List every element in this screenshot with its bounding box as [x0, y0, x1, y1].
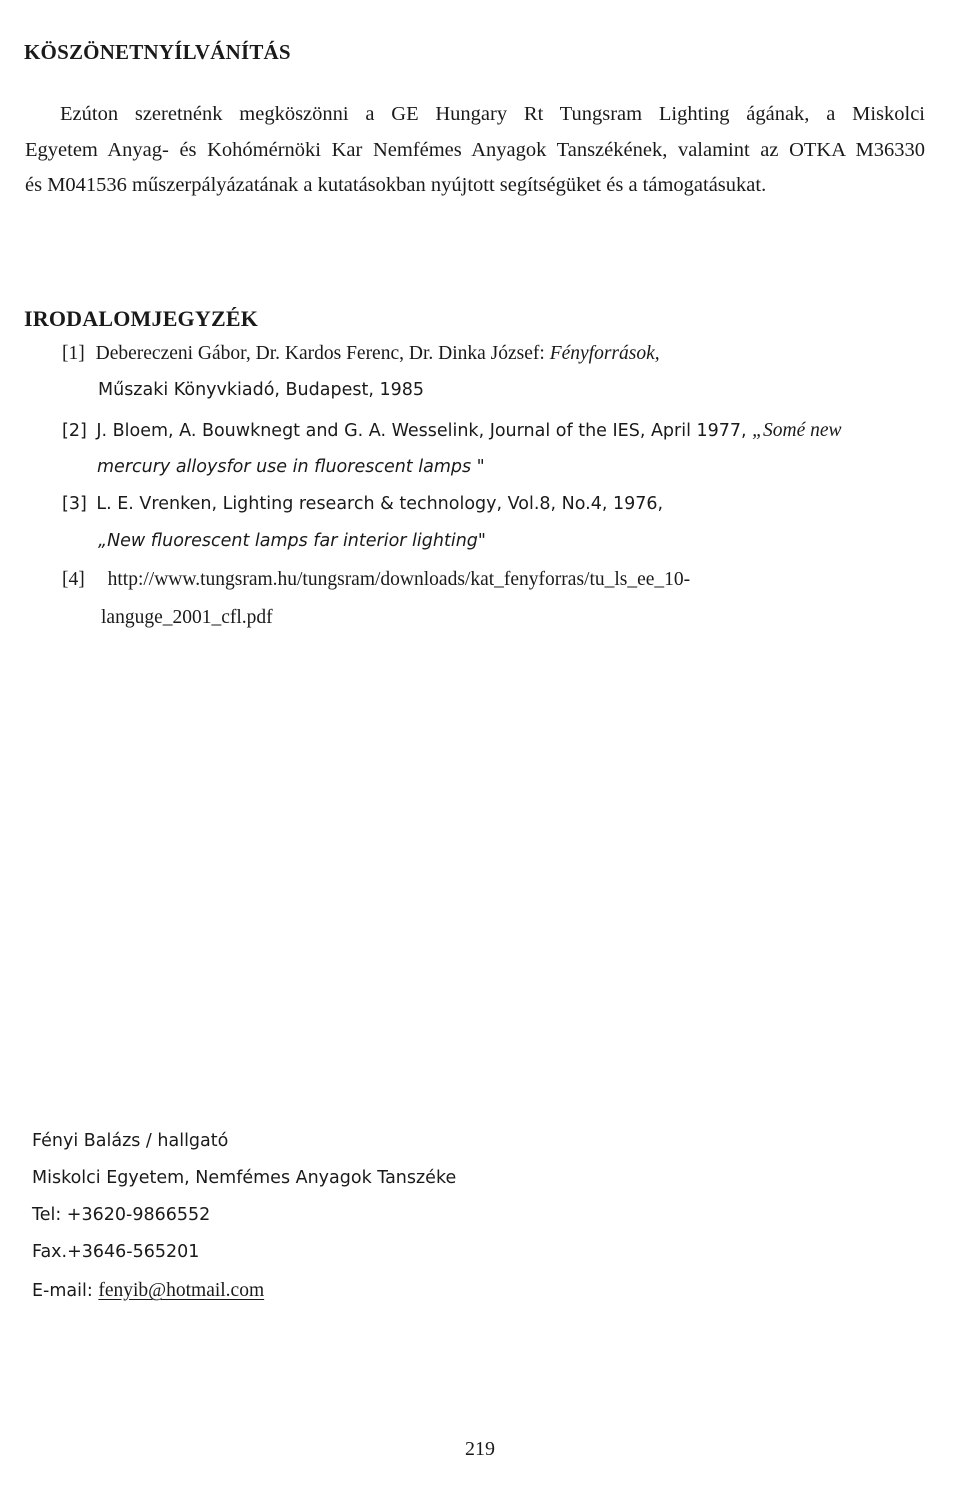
reference-3-number: [3] [62, 494, 87, 514]
acknowledgements-paragraph [25, 97, 925, 204]
references-heading: IRODALOMJEGYZÉK [24, 306, 259, 331]
reference-2-title-start: „Somé new [752, 420, 842, 441]
page-number: 219 [465, 1438, 495, 1460]
acknowledgements-heading: KÖSZÖNETNYÍLVÁNÍTÁS [24, 40, 291, 64]
author-phone: Tel: +3620-9866552 [32, 1205, 211, 1225]
reference-4-url-part-1: http://www.tungsram.hu/tungsram/downloads/kat_fenyforras/tu_ls_ee_10- [107, 569, 691, 590]
author-email-label: E-mail: [32, 1281, 99, 1301]
author-affiliation: Miskolci Egyetem, Nemfémes Anyagok Tanszéke [32, 1168, 457, 1188]
reference-3-line-2: „New fluorescent lamps far interior lighting" [98, 531, 486, 551]
reference-3-source: L. E. Vrenken, Lighting research & technology, Vol.8, No.4, 1976, [96, 494, 664, 514]
reference-1-number: [1] [62, 343, 85, 364]
author-email-line [32, 1281, 264, 1301]
reference-4-line-2: languge_2001_cfl.pdf [101, 607, 273, 628]
reference-1-line-2: Műszaki Könyvkiadó, Budapest, 1985 [98, 380, 424, 400]
author-name: Fényi Balázs / hallgató [32, 1131, 229, 1151]
reference-2-authors: J. Bloem, A. Bouwknegt and G. A. Wesselink, Journal of the IES, April 1977, [96, 421, 753, 441]
reference-1-title: Fényforrások, [549, 343, 660, 364]
reference-2-line-1 [62, 421, 842, 441]
acknowledgements-line-1: Ezúton szeretnénk megköszönni a GE Hungary Rt Tungsram Lighting ágának, a Miskolci [60, 103, 925, 125]
reference-1-authors: Debereczeni Gábor, Dr. Kardos Ferenc, Dr. Dinka József: [95, 343, 550, 364]
reference-2-line-2: mercury alloysfor use in fluorescent lamps " [97, 457, 485, 477]
acknowledgements-line-2: Egyetem Anyag- és Kohómérnöki Kar Nemfémes Anyagok Tanszékének, valamint az OTKA M36330 [25, 138, 925, 161]
author-fax: Fax.+3646-565201 [32, 1242, 200, 1262]
reference-4-number: [4] [62, 569, 85, 590]
reference-3-line-1 [62, 496, 663, 514]
author-email-link[interactable]: fenyib@hotmail.com [98, 1280, 265, 1301]
reference-1-line-1 [62, 344, 660, 364]
acknowledgements-line-3: és M041536 műszerpályázatának a kutatásokban nyújtott segítségüket és a támogatásukat. [25, 174, 767, 196]
reference-4-line-1 [62, 570, 690, 590]
reference-2-number: [2] [62, 421, 87, 441]
